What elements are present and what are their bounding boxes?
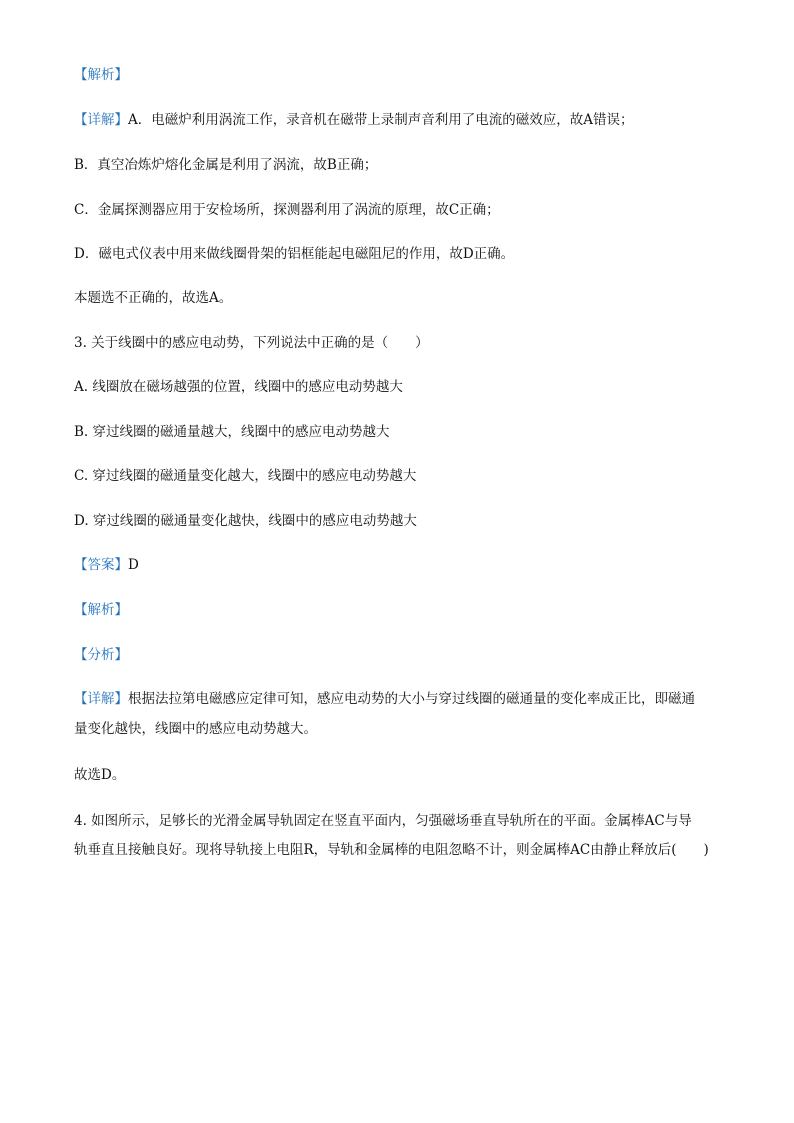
fenxi-heading-3 bbox=[74, 646, 128, 664]
question-stem-text: 轨垂直且接触良好。现将导轨接上电阻R，导轨和金属棒的电阻忽略不计，则金属棒AC由静止释放后( ) bbox=[74, 842, 709, 858]
question-4-stem-line-1 bbox=[74, 812, 692, 830]
question-stem-text: 4. 如图所示，足够长的光滑金属导轨固定在竖直平面内，匀强磁场垂直导轨所在的平面。金属棒AC与导 bbox=[74, 813, 692, 829]
detail-text: 根据法拉第电磁感应定律可知，感应电动势的大小与穿过线圈的磁通量的变化率成正比，即磁通 bbox=[128, 691, 695, 707]
option-b-text: B．真空冶炼炉熔化金属是利用了涡流，故B正确； bbox=[74, 157, 378, 173]
option-text: D. 穿过线圈的磁通量变化越快，线圈中的感应电动势越大 bbox=[74, 513, 417, 529]
detail-paragraph-3-line-1 bbox=[74, 690, 695, 708]
question-3-option-b bbox=[74, 423, 390, 441]
option-text: C. 穿过线圈的磁通量变化越大，线圈中的感应电动势越大 bbox=[74, 468, 417, 484]
analysis-tag: 【解析】 bbox=[74, 67, 128, 83]
conclusion-3 bbox=[74, 766, 125, 784]
detail-tag: 【详解】 bbox=[74, 691, 128, 707]
answer-value: D bbox=[128, 557, 139, 573]
question-4-stem-line-2 bbox=[74, 841, 709, 859]
detail-paragraph-3-line-2 bbox=[74, 720, 317, 738]
explanation-option-c bbox=[74, 201, 500, 219]
option-d-text: D．磁电式仪表中用来做线圈骨架的铝框能起电磁阻尼的作用，故D正确。 bbox=[74, 246, 515, 262]
detail-paragraph-1 bbox=[74, 111, 634, 129]
option-text: B. 穿过线圈的磁通量越大，线圈中的感应电动势越大 bbox=[74, 424, 390, 440]
answer-line-3 bbox=[74, 556, 139, 574]
answer-tag: 【答案】 bbox=[74, 557, 128, 573]
question-3-option-d bbox=[74, 512, 417, 530]
detail-text: 量变化越快，线圈中的感应电动势越大。 bbox=[74, 721, 317, 737]
conclusion-text: 本题选不正确的，故选A。 bbox=[74, 290, 233, 306]
detail-text: A．电磁炉利用涡流工作，录音机在磁带上录制声音利用了电流的磁效应，故A错误； bbox=[128, 112, 634, 128]
conclusion-text: 故选D。 bbox=[74, 767, 126, 783]
question-3-stem bbox=[74, 334, 429, 352]
detail-tag: 【详解】 bbox=[74, 112, 128, 128]
analysis-tag: 【解析】 bbox=[74, 602, 128, 618]
analysis-heading-3 bbox=[74, 601, 128, 619]
question-3-option-a bbox=[74, 378, 403, 396]
option-c-text: C．金属探测器应用于安检场所，探测器利用了涡流的原理，故C正确； bbox=[74, 202, 500, 218]
analysis-heading-1 bbox=[74, 66, 128, 84]
explanation-option-b bbox=[74, 156, 377, 174]
explanation-option-d bbox=[74, 245, 514, 263]
question-stem-text: 3. 关于线圈中的感应电动势，下列说法中正确的是（ ） bbox=[74, 335, 429, 351]
question-3-option-c bbox=[74, 467, 416, 485]
fenxi-tag: 【分析】 bbox=[74, 647, 128, 663]
option-text: A. 线圈放在磁场越强的位置，线圈中的感应电动势越大 bbox=[74, 379, 403, 395]
conclusion-1 bbox=[74, 289, 232, 307]
